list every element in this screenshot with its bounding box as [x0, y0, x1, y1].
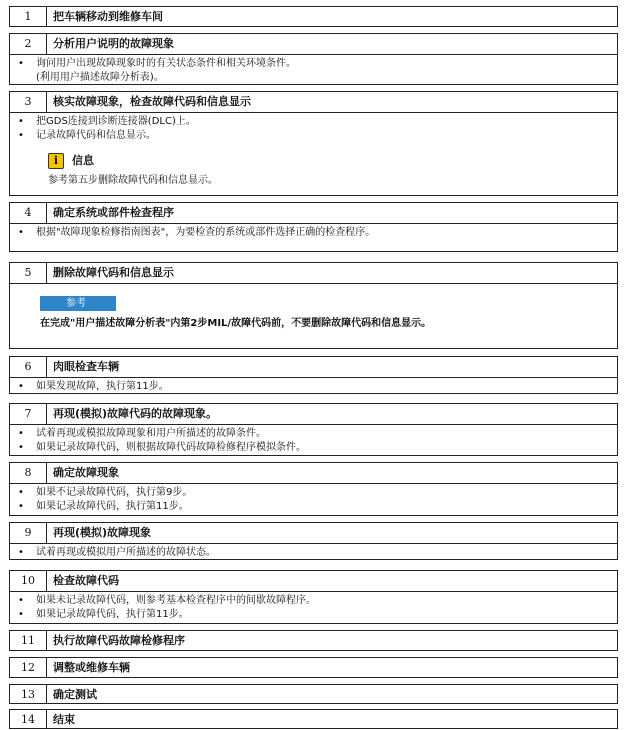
step-9: [9, 522, 618, 560]
list-item: • 如果记录故障代码，执行第11步。: [18, 609, 189, 620]
list-item: • 试着再现或模拟用户所描述的故障状态。: [18, 547, 216, 558]
note-text: (利用用户描述故障分析表)。: [36, 72, 164, 83]
reference-badge: 参考: [40, 296, 116, 311]
step-title: 肉眼检查车辆: [53, 360, 119, 373]
step-number: 8: [10, 463, 47, 483]
step-title: 调整或维修车辆: [53, 661, 130, 674]
step-number: 10: [10, 571, 47, 591]
step-number: 11: [10, 631, 47, 650]
list-item: • 根据"故障现象检修指南图表"，为要检查的系统或部件选择正确的检查程序。: [18, 227, 376, 238]
step-title: 删除故障代码和信息显示: [53, 266, 174, 279]
info-label: 信息: [72, 154, 94, 167]
step-1: [9, 6, 618, 27]
step-title: 确定测试: [53, 688, 97, 701]
list-item: • 如果记录故障代码，则根据故障代码故障检修程序模拟条件。: [18, 442, 306, 453]
step-number: 7: [10, 404, 47, 424]
info-text: 参考第五步删除故障代码和信息显示。: [48, 175, 218, 186]
list-item: • 记录故障代码和信息显示。: [18, 130, 156, 141]
step-title: 核实故障现象，检查故障代码和信息显示: [53, 95, 251, 108]
step-title: 分析用户说明的故障现象: [53, 37, 174, 50]
step-3: [9, 91, 618, 196]
step-number: 12: [10, 658, 47, 677]
step-number: 9: [10, 523, 47, 543]
list-item: • 如果发现故障，执行第11步。: [18, 381, 169, 392]
step-4: [9, 202, 618, 252]
step-title: 把车辆移动到维修车间: [53, 10, 163, 23]
step-number: 1: [10, 7, 47, 26]
step-number: 3: [10, 92, 47, 112]
step-title: 执行故障代码故障检修程序: [53, 634, 185, 647]
step-2: [9, 33, 618, 85]
reference-text: 在完成"用户描述故障分析表"内第2步MIL/故障代码前，不要删除故障代码和信息显示。: [40, 318, 432, 329]
step-12: [9, 657, 618, 678]
list-item: • 把GDS连接到诊断连接器(DLC)上。: [18, 116, 196, 127]
list-item: • 如果不记录故障代码，执行第9步。: [18, 487, 193, 498]
step-title: 确定系统或部件检查程序: [53, 206, 174, 219]
step-title: 检查故障代码: [53, 574, 119, 587]
step-5: [9, 262, 618, 349]
step-number: 6: [10, 357, 47, 377]
step-number: 4: [10, 203, 47, 223]
step-number: 14: [10, 710, 47, 728]
step-7: [9, 403, 618, 456]
step-number: 13: [10, 685, 47, 703]
step-6: [9, 356, 618, 394]
list-item: • 试着再现或模拟故障现象和用户所描述的故障条件。: [18, 428, 266, 439]
list-item: • 询问用户出现故障现象时的有关状态条件和相关环境条件。: [18, 58, 296, 69]
step-14: [9, 709, 618, 729]
step-title: 再现(模拟)故障现象: [53, 526, 152, 539]
step-11: [9, 630, 618, 651]
step-title: 结束: [53, 713, 75, 726]
step-10: [9, 570, 618, 624]
list-item: • 如果未记录故障代码，则参考基本检查程序中的间歇故障程序。: [18, 595, 316, 606]
step-number: 2: [10, 34, 47, 54]
step-title: 再现(模拟)故障代码的故障现象。: [53, 407, 218, 420]
step-number: 5: [10, 263, 47, 283]
info-icon: i: [48, 153, 64, 169]
step-8: [9, 462, 618, 516]
list-item: • 如果记录故障代码，执行第11步。: [18, 501, 189, 512]
step-title: 确定故障现象: [53, 466, 119, 479]
step-13: [9, 684, 618, 704]
info-callout: [18, 153, 611, 169]
